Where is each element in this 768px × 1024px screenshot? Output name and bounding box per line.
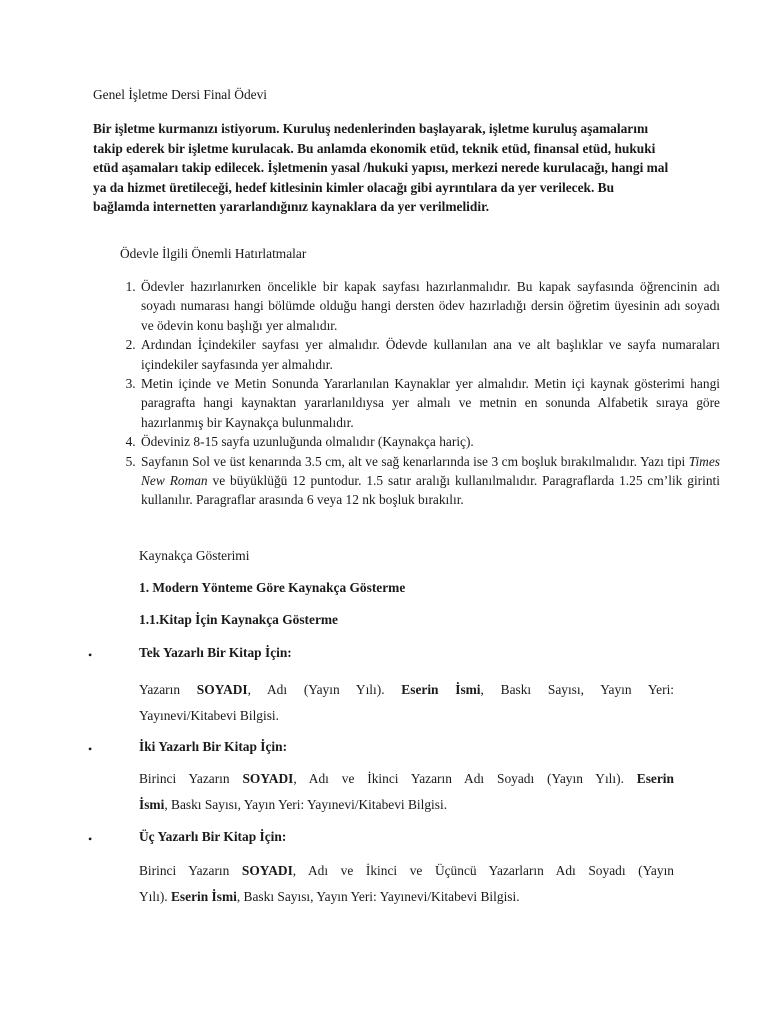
bullet-icon: • bbox=[88, 832, 93, 846]
three-authors-heading: Üç Yazarlı Bir Kitap İçin: bbox=[139, 829, 287, 844]
section-heading-modern: 1. Modern Yönteme Göre Kaynakça Gösterme bbox=[139, 580, 406, 595]
single-author-format: Yazarın SOYADI, Adı (Yayın Yılı). Eserin İsmi, Baskı Sayısı, Yayın Yeri: Yayınevi/Kitabevi Bilgisi. bbox=[139, 682, 675, 723]
bibliography-heading: Kaynakça Gösterimi bbox=[139, 548, 250, 563]
font-name: Times New Roman bbox=[141, 453, 720, 489]
reminder-text: Sayfanın Sol ve üst kenarında 3.5 cm, alt ve sağ kenarlarında ise 3 cm boşluk bırakılmalıdır. Yazı tipi bbox=[141, 453, 689, 469]
reminder-item: 2. Ardından İçindekiler sayfası yer almalıdır. Ödevde kullanılan ana ve alt başlıklar ve sayfa numaraları içindekiler sayfasında yer almalıdır. bbox=[139, 335, 720, 374]
bullet-icon: • bbox=[88, 648, 93, 662]
reminders-heading: Ödevle İlgili Önemli Hatırlatmalar bbox=[120, 246, 307, 261]
two-authors-format: Birinci Yazarın SOYADI, Adı ve İkinci Yazarın Adı Soyadı (Yayın Yılı). Eserin İsmi, Baskı Sayısı, Yayın Yeri: Yayınevi/Kitabevi Bilgisi. bbox=[139, 771, 674, 812]
bullet-icon: • bbox=[88, 742, 93, 756]
section-heading-book: 1.1.Kitap İçin Kaynakça Gösterme bbox=[139, 612, 338, 627]
reminder-item: 3. Metin içinde ve Metin Sonunda Yararlanılan Kaynaklar yer almalıdır. Metin içi kaynak gösterimi hangi paragrafta hangi kaynaktan yararlanıldıysa yer almalı ve metnin en sonunda Alfabetik sıraya göre hazırlanmış bir Kaynakça bulunmalıdır. bbox=[139, 374, 720, 432]
two-authors-heading: İki Yazarlı Bir Kitap İçin: bbox=[139, 739, 288, 754]
single-author-heading: Tek Yazarlı Bir Kitap İçin: bbox=[139, 645, 292, 660]
reminder-item: 4. Ödeviniz 8-15 sayfa uzunluğunda olmalıdır (Kaynakça hariç). bbox=[139, 432, 720, 451]
document-title: Genel İşletme Dersi Final Ödevi bbox=[93, 87, 268, 102]
reminder-text: ve büyüklüğü 12 puntodur. 1.5 satır aralığı kullanılmalıdır. Paragraflarda 1.25 cm’lik girinti kullanılır. Paragraflar arasında 6 veya 12 nk boşluk bırakılır. bbox=[141, 473, 720, 508]
assignment-description: Bir işletme kurmanızı istiyorum. Kuruluş nedenlerinden başlayarak, işletme kuruluş aşamalarını takip ederek bir işletme kurulacak. Bu anlamda ekonomik etüd, teknik etüd, finansal etüd, hukuki etüd aşamaları takip edilecek. İşletmenin yasal /hukuki yapısı, merkezi nerede kurulacağı, hangi mal ya da hizmet üretileceği, hedef kitlesinin kimler olacağı gibi ayrıntılara da yer verilecek. Bu bağlamda internetten yararlandığınız kaynaklara da yer verilmelidir. bbox=[93, 121, 669, 214]
reminder-item bbox=[139, 452, 720, 510]
reminders-list bbox=[93, 277, 720, 510]
three-authors-format: Birinci Yazarın SOYADI, Adı ve İkinci ve Üçüncü Yazarların Adı Soyadı (Yayın Yılı). Eserin İsmi, Baskı Sayısı, Yayın Yeri: Yayınevi/Kitabevi Bilgisi. bbox=[139, 863, 674, 904]
reminder-item: 1. Ödevler hazırlanırken öncelikle bir kapak sayfası hazırlanmalıdır. Bu kapak sayfasında öğrencinin adı soyadı numarası hangi bölümde olduğu hangi dersten ödev hazırladığı dersin öğretim üyesinin adı soyadı ve ödevin konu başlığı yer almalıdır. bbox=[139, 277, 720, 335]
